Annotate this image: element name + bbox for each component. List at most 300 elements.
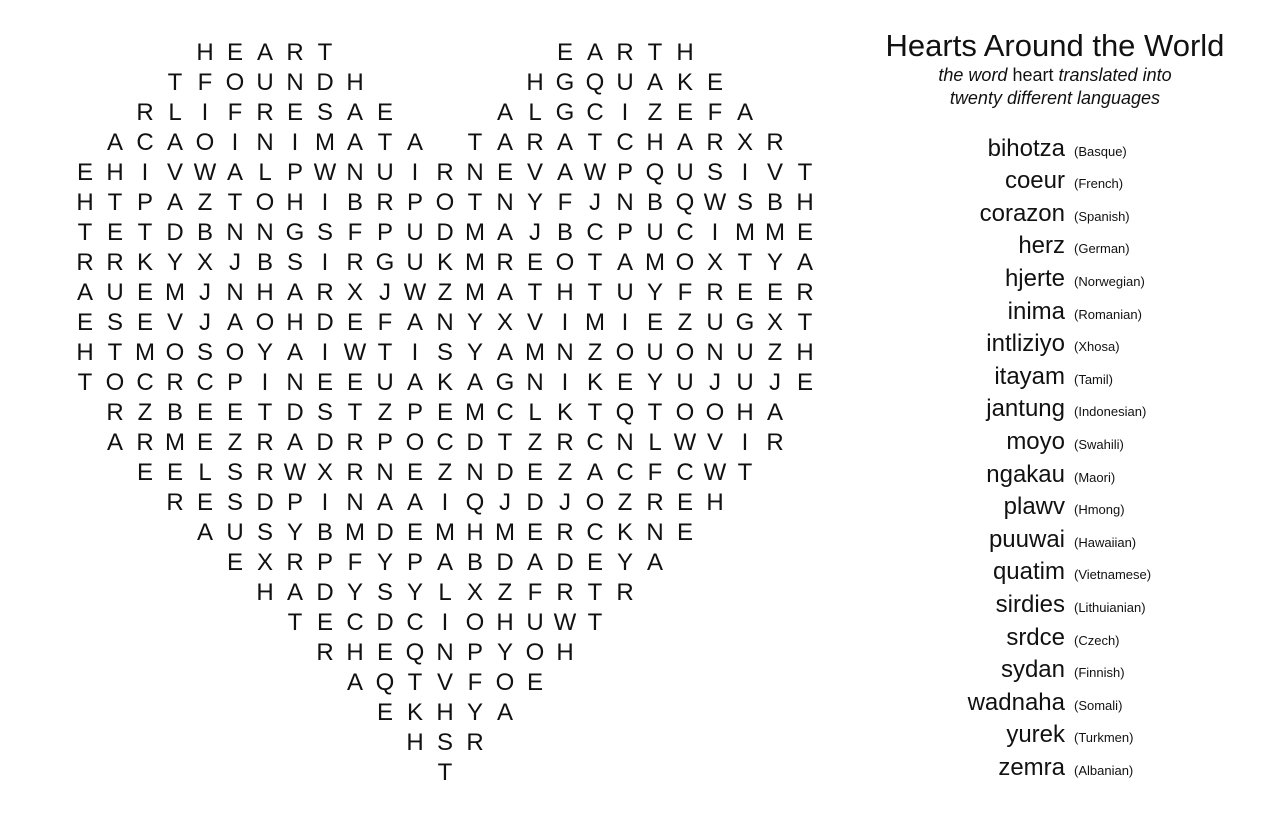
grid-letter[interactable]: Z — [617, 489, 633, 516]
grid-letter[interactable]: T — [587, 129, 603, 156]
grid-letter[interactable]: R — [646, 489, 664, 516]
grid-letter[interactable]: E — [526, 669, 543, 696]
grid-letter[interactable]: J — [589, 189, 601, 216]
grid-letter[interactable]: T — [737, 459, 753, 486]
grid-letter[interactable]: F — [347, 219, 363, 246]
grid-letter[interactable]: M — [495, 519, 515, 546]
grid-letter[interactable]: A — [616, 249, 633, 276]
grid-letter[interactable]: Y — [256, 339, 273, 366]
grid-letter[interactable]: L — [438, 579, 452, 606]
grid-letter[interactable]: R — [136, 99, 154, 126]
grid-letter[interactable]: S — [106, 309, 123, 336]
grid-letter[interactable]: H — [796, 339, 814, 366]
grid-letter[interactable]: N — [526, 369, 544, 396]
grid-letter[interactable]: Y — [496, 639, 513, 666]
grid-letter[interactable]: C — [586, 519, 604, 546]
grid-letter[interactable]: O — [495, 669, 515, 696]
grid-letter[interactable]: E — [526, 459, 543, 486]
grid-letter[interactable]: A — [586, 39, 603, 66]
grid-letter[interactable]: A — [76, 279, 93, 306]
grid-letter[interactable]: D — [166, 219, 184, 246]
grid-letter[interactable]: R — [166, 369, 184, 396]
grid-letter[interactable]: Q — [675, 189, 695, 216]
grid-letter[interactable]: R — [106, 399, 124, 426]
grid-letter[interactable]: J — [199, 309, 211, 336]
grid-letter[interactable]: N — [706, 339, 724, 366]
grid-letter[interactable]: Y — [616, 549, 633, 576]
grid-letter[interactable]: G — [375, 249, 395, 276]
grid-letter[interactable]: D — [496, 459, 514, 486]
grid-letter[interactable]: E — [226, 549, 243, 576]
grid-letter[interactable]: I — [741, 159, 749, 186]
grid-letter[interactable]: N — [346, 159, 364, 186]
grid-letter[interactable]: P — [136, 189, 153, 216]
grid-letter[interactable]: I — [621, 99, 629, 126]
grid-letter[interactable]: Y — [166, 249, 183, 276]
grid-letter[interactable]: T — [317, 39, 333, 66]
grid-letter[interactable]: Q — [585, 69, 605, 96]
grid-letter[interactable]: N — [346, 489, 364, 516]
grid-letter[interactable]: N — [226, 219, 244, 246]
grid-letter[interactable]: T — [527, 279, 543, 306]
grid-letter[interactable]: A — [286, 339, 303, 366]
grid-letter[interactable]: F — [677, 279, 693, 306]
grid-letter[interactable]: P — [226, 369, 243, 396]
grid-letter[interactable]: M — [435, 519, 455, 546]
grid-letter[interactable]: N — [556, 339, 574, 366]
grid-letter[interactable]: S — [256, 519, 273, 546]
grid-letter[interactable]: S — [316, 99, 333, 126]
grid-letter[interactable]: O — [555, 249, 575, 276]
grid-letter[interactable]: P — [286, 159, 303, 186]
grid-letter[interactable]: S — [436, 339, 453, 366]
grid-letter[interactable]: C — [616, 129, 634, 156]
grid-letter[interactable]: T — [257, 399, 273, 426]
grid-letter[interactable]: N — [376, 459, 394, 486]
grid-letter[interactable]: J — [379, 279, 391, 306]
grid-letter[interactable]: A — [676, 129, 693, 156]
grid-letter[interactable]: K — [136, 249, 153, 276]
grid-letter[interactable]: R — [616, 579, 634, 606]
grid-letter[interactable]: W — [403, 279, 427, 306]
grid-letter[interactable]: I — [711, 219, 719, 246]
grid-letter[interactable]: M — [735, 219, 755, 246]
grid-letter[interactable]: V — [526, 159, 543, 186]
grid-letter[interactable]: L — [258, 159, 272, 186]
grid-letter[interactable]: A — [286, 429, 303, 456]
grid-letter[interactable]: N — [646, 519, 664, 546]
grid-letter[interactable]: T — [737, 249, 753, 276]
grid-letter[interactable]: L — [198, 459, 212, 486]
grid-letter[interactable]: A — [796, 249, 813, 276]
grid-letter[interactable]: A — [346, 129, 363, 156]
grid-letter[interactable]: R — [766, 429, 784, 456]
grid-letter[interactable]: Z — [677, 309, 693, 336]
grid-letter[interactable]: P — [316, 549, 333, 576]
grid-letter[interactable]: T — [347, 399, 363, 426]
grid-letter[interactable]: I — [321, 189, 329, 216]
grid-letter[interactable]: O — [585, 489, 605, 516]
grid-letter[interactable]: I — [411, 339, 419, 366]
grid-letter[interactable]: Z — [137, 399, 153, 426]
grid-letter[interactable]: G — [555, 69, 575, 96]
grid-letter[interactable]: H — [556, 639, 574, 666]
grid-letter[interactable]: T — [587, 399, 603, 426]
grid-letter[interactable]: E — [616, 369, 633, 396]
grid-letter[interactable]: H — [676, 39, 694, 66]
grid-letter[interactable]: A — [496, 219, 513, 246]
grid-letter[interactable]: R — [346, 459, 364, 486]
grid-letter[interactable]: P — [406, 549, 423, 576]
grid-letter[interactable]: Z — [587, 339, 603, 366]
grid-letter[interactable]: R — [346, 429, 364, 456]
grid-letter[interactable]: I — [141, 159, 149, 186]
grid-letter[interactable]: T — [587, 279, 603, 306]
grid-letter[interactable]: T — [377, 129, 393, 156]
grid-letter[interactable]: H — [556, 279, 574, 306]
grid-letter[interactable]: E — [526, 519, 543, 546]
grid-letter[interactable]: E — [766, 279, 783, 306]
grid-letter[interactable]: R — [556, 429, 574, 456]
grid-letter[interactable]: I — [261, 369, 269, 396]
grid-letter[interactable]: A — [496, 699, 513, 726]
grid-letter[interactable]: R — [376, 189, 394, 216]
grid-letter[interactable]: Y — [376, 549, 393, 576]
grid-letter[interactable]: U — [376, 159, 394, 186]
grid-letter[interactable]: G — [285, 219, 305, 246]
grid-letter[interactable]: P — [466, 639, 483, 666]
grid-letter[interactable]: M — [765, 219, 785, 246]
grid-letter[interactable]: J — [709, 369, 721, 396]
grid-letter[interactable]: K — [616, 519, 633, 546]
grid-letter[interactable]: T — [647, 399, 663, 426]
grid-letter[interactable]: B — [256, 249, 273, 276]
grid-letter[interactable]: M — [465, 399, 485, 426]
grid-letter[interactable]: E — [436, 399, 453, 426]
grid-letter[interactable]: T — [227, 189, 243, 216]
grid-letter[interactable]: H — [76, 339, 94, 366]
grid-letter[interactable]: S — [376, 579, 393, 606]
grid-letter[interactable]: J — [769, 369, 781, 396]
grid-letter[interactable]: R — [166, 489, 184, 516]
grid-letter[interactable]: R — [496, 249, 514, 276]
grid-letter[interactable]: J — [229, 249, 241, 276]
grid-letter[interactable]: E — [136, 459, 153, 486]
grid-letter[interactable]: S — [316, 399, 333, 426]
grid-letter[interactable]: A — [556, 129, 573, 156]
grid-letter[interactable]: E — [496, 159, 513, 186]
grid-letter[interactable]: Z — [527, 429, 543, 456]
grid-letter[interactable]: B — [556, 219, 573, 246]
grid-letter[interactable]: V — [166, 159, 183, 186]
grid-letter[interactable]: D — [316, 309, 334, 336]
grid-letter[interactable]: E — [196, 429, 213, 456]
grid-letter[interactable]: W — [553, 609, 577, 636]
grid-letter[interactable]: E — [376, 699, 393, 726]
grid-letter[interactable]: I — [441, 489, 449, 516]
grid-letter[interactable]: H — [406, 729, 424, 756]
grid-letter[interactable]: C — [676, 459, 694, 486]
grid-letter[interactable]: A — [346, 669, 363, 696]
grid-letter[interactable]: R — [706, 279, 724, 306]
grid-letter[interactable]: V — [526, 309, 543, 336]
grid-letter[interactable]: X — [766, 309, 783, 336]
grid-letter[interactable]: P — [616, 159, 633, 186]
grid-letter[interactable]: G — [735, 309, 755, 336]
grid-letter[interactable]: K — [556, 399, 573, 426]
grid-letter[interactable]: C — [136, 369, 154, 396]
grid-letter[interactable]: M — [315, 129, 335, 156]
grid-letter[interactable]: M — [345, 519, 365, 546]
grid-letter[interactable]: H — [736, 399, 754, 426]
grid-letter[interactable]: O — [465, 609, 485, 636]
grid-letter[interactable]: A — [346, 99, 363, 126]
grid-letter[interactable]: O — [675, 399, 695, 426]
grid-letter[interactable]: B — [196, 219, 213, 246]
grid-letter[interactable]: Z — [647, 99, 663, 126]
grid-letter[interactable]: F — [527, 579, 543, 606]
grid-letter[interactable]: U — [616, 69, 634, 96]
grid-letter[interactable]: F — [707, 99, 723, 126]
grid-letter[interactable]: C — [346, 609, 364, 636]
grid-letter[interactable]: T — [587, 579, 603, 606]
grid-letter[interactable]: R — [256, 459, 274, 486]
grid-letter[interactable]: A — [256, 39, 273, 66]
grid-letter[interactable]: E — [406, 459, 423, 486]
grid-letter[interactable]: I — [291, 129, 299, 156]
grid-letter[interactable]: M — [165, 279, 185, 306]
grid-letter[interactable]: E — [226, 39, 243, 66]
grid-letter[interactable]: C — [586, 99, 604, 126]
grid-letter[interactable]: E — [136, 309, 153, 336]
grid-letter[interactable]: U — [376, 369, 394, 396]
grid-letter[interactable]: S — [286, 249, 303, 276]
grid-letter[interactable]: C — [586, 219, 604, 246]
grid-letter[interactable]: Y — [526, 189, 543, 216]
grid-letter[interactable]: H — [346, 69, 364, 96]
grid-letter[interactable]: T — [167, 69, 183, 96]
grid-letter[interactable]: T — [137, 219, 153, 246]
grid-letter[interactable]: U — [616, 279, 634, 306]
grid-letter[interactable]: B — [346, 189, 363, 216]
grid-letter[interactable]: M — [525, 339, 545, 366]
grid-letter[interactable]: J — [499, 489, 511, 516]
grid-letter[interactable]: V — [766, 159, 783, 186]
grid-letter[interactable]: F — [557, 189, 573, 216]
grid-letter[interactable]: A — [556, 159, 573, 186]
grid-letter[interactable]: H — [466, 519, 484, 546]
grid-letter[interactable]: P — [616, 219, 633, 246]
grid-letter[interactable]: A — [106, 129, 123, 156]
grid-letter[interactable]: X — [346, 279, 363, 306]
grid-letter[interactable]: C — [436, 429, 454, 456]
grid-letter[interactable]: T — [587, 609, 603, 636]
grid-letter[interactable]: E — [76, 159, 93, 186]
grid-letter[interactable]: T — [587, 249, 603, 276]
grid-letter[interactable]: F — [197, 69, 213, 96]
grid-letter[interactable]: E — [196, 489, 213, 516]
grid-letter[interactable]: H — [796, 189, 814, 216]
grid-letter[interactable]: A — [466, 369, 483, 396]
grid-letter[interactable]: O — [165, 339, 185, 366]
grid-letter[interactable]: L — [168, 99, 182, 126]
grid-letter[interactable]: M — [465, 279, 485, 306]
grid-letter[interactable]: T — [467, 189, 483, 216]
grid-letter[interactable]: O — [225, 339, 245, 366]
grid-letter[interactable]: X — [466, 579, 483, 606]
grid-letter[interactable]: D — [256, 489, 274, 516]
grid-letter[interactable]: N — [256, 129, 274, 156]
grid-letter[interactable]: M — [465, 219, 485, 246]
grid-letter[interactable]: H — [496, 609, 514, 636]
grid-letter[interactable]: F — [227, 99, 243, 126]
grid-letter[interactable]: O — [105, 369, 125, 396]
grid-letter[interactable]: H — [256, 579, 274, 606]
grid-letter[interactable]: C — [136, 129, 154, 156]
grid-letter[interactable]: Y — [646, 279, 663, 306]
grid-letter[interactable]: Z — [227, 429, 243, 456]
grid-letter[interactable]: E — [526, 249, 543, 276]
grid-letter[interactable]: C — [196, 369, 214, 396]
grid-letter[interactable]: W — [313, 159, 337, 186]
grid-letter[interactable]: U — [406, 249, 424, 276]
grid-letter[interactable]: M — [165, 429, 185, 456]
grid-letter[interactable]: P — [406, 399, 423, 426]
grid-letter[interactable]: T — [797, 309, 813, 336]
grid-letter[interactable]: Z — [437, 459, 453, 486]
grid-letter[interactable]: T — [647, 39, 663, 66]
grid-letter[interactable]: R — [286, 39, 304, 66]
grid-letter[interactable]: G — [495, 369, 515, 396]
grid-letter[interactable]: K — [406, 699, 423, 726]
grid-letter[interactable]: C — [676, 219, 694, 246]
grid-letter[interactable]: E — [346, 369, 363, 396]
grid-letter[interactable]: M — [135, 339, 155, 366]
grid-letter[interactable]: C — [406, 609, 424, 636]
grid-letter[interactable]: O — [405, 429, 425, 456]
grid-letter[interactable]: A — [736, 99, 753, 126]
grid-letter[interactable]: O — [615, 339, 635, 366]
grid-letter[interactable]: L — [528, 99, 542, 126]
grid-letter[interactable]: Y — [646, 369, 663, 396]
grid-letter[interactable]: C — [586, 429, 604, 456]
grid-letter[interactable]: I — [561, 369, 569, 396]
grid-letter[interactable]: N — [616, 189, 634, 216]
grid-letter[interactable]: S — [706, 159, 723, 186]
grid-letter[interactable]: E — [316, 609, 333, 636]
grid-letter[interactable]: H — [646, 129, 664, 156]
grid-letter[interactable]: O — [525, 639, 545, 666]
grid-letter[interactable]: A — [166, 189, 183, 216]
grid-letter[interactable]: R — [136, 429, 154, 456]
grid-letter[interactable]: A — [496, 99, 513, 126]
grid-letter[interactable]: Y — [466, 309, 483, 336]
grid-letter[interactable]: D — [376, 609, 394, 636]
grid-letter[interactable]: O — [255, 309, 275, 336]
grid-letter[interactable]: E — [376, 99, 393, 126]
grid-letter[interactable]: W — [343, 339, 367, 366]
grid-letter[interactable]: W — [193, 159, 217, 186]
grid-letter[interactable]: X — [736, 129, 753, 156]
grid-letter[interactable]: U — [736, 369, 754, 396]
grid-letter[interactable]: E — [676, 519, 693, 546]
grid-letter[interactable]: Q — [615, 399, 635, 426]
grid-letter[interactable]: W — [583, 159, 607, 186]
grid-letter[interactable]: D — [436, 219, 454, 246]
grid-letter[interactable]: P — [406, 189, 423, 216]
grid-letter[interactable]: A — [496, 129, 513, 156]
grid-letter[interactable]: N — [256, 219, 274, 246]
grid-letter[interactable]: U — [406, 219, 424, 246]
grid-letter[interactable]: A — [196, 519, 213, 546]
grid-letter[interactable]: R — [706, 129, 724, 156]
grid-letter[interactable]: X — [316, 459, 333, 486]
grid-letter[interactable]: M — [465, 249, 485, 276]
grid-letter[interactable]: D — [316, 579, 334, 606]
grid-letter[interactable]: A — [226, 309, 243, 336]
grid-letter[interactable]: E — [106, 219, 123, 246]
grid-letter[interactable]: P — [376, 429, 393, 456]
grid-letter[interactable]: I — [321, 489, 329, 516]
grid-letter[interactable]: X — [496, 309, 513, 336]
grid-letter[interactable]: A — [406, 369, 423, 396]
grid-letter[interactable]: A — [106, 429, 123, 456]
grid-letter[interactable]: Z — [767, 339, 783, 366]
grid-letter[interactable]: F — [467, 669, 483, 696]
grid-letter[interactable]: K — [436, 369, 453, 396]
grid-letter[interactable]: D — [316, 429, 334, 456]
grid-letter[interactable]: D — [376, 519, 394, 546]
grid-letter[interactable]: E — [166, 459, 183, 486]
grid-letter[interactable]: W — [703, 189, 727, 216]
grid-letter[interactable]: Z — [497, 579, 513, 606]
grid-letter[interactable]: T — [377, 339, 393, 366]
grid-letter[interactable]: A — [646, 549, 663, 576]
grid-letter[interactable]: U — [526, 609, 544, 636]
grid-letter[interactable]: E — [346, 309, 363, 336]
grid-letter[interactable]: U — [226, 519, 244, 546]
grid-letter[interactable]: U — [106, 279, 124, 306]
grid-letter[interactable]: I — [741, 429, 749, 456]
grid-letter[interactable]: P — [376, 219, 393, 246]
grid-letter[interactable]: Y — [286, 519, 303, 546]
grid-letter[interactable]: S — [316, 219, 333, 246]
grid-letter[interactable]: M — [645, 249, 665, 276]
grid-letter[interactable]: U — [256, 69, 274, 96]
grid-letter[interactable]: E — [556, 39, 573, 66]
grid-letter[interactable]: J — [199, 279, 211, 306]
grid-letter[interactable]: R — [556, 579, 574, 606]
grid-letter[interactable]: U — [646, 219, 664, 246]
grid-letter[interactable]: G — [555, 99, 575, 126]
grid-letter[interactable]: R — [346, 249, 364, 276]
grid-letter[interactable]: R — [106, 249, 124, 276]
grid-letter[interactable]: S — [196, 339, 213, 366]
grid-letter[interactable]: O — [255, 189, 275, 216]
grid-letter[interactable]: A — [166, 129, 183, 156]
grid-letter[interactable]: E — [676, 489, 693, 516]
grid-letter[interactable]: W — [703, 459, 727, 486]
grid-letter[interactable]: A — [226, 159, 243, 186]
grid-letter[interactable]: E — [796, 219, 813, 246]
grid-letter[interactable]: E — [406, 519, 423, 546]
grid-letter[interactable]: N — [286, 69, 304, 96]
grid-letter[interactable]: R — [526, 129, 544, 156]
grid-letter[interactable]: H — [526, 69, 544, 96]
grid-letter[interactable]: B — [316, 519, 333, 546]
grid-letter[interactable]: Z — [377, 399, 393, 426]
grid-letter[interactable]: A — [496, 279, 513, 306]
